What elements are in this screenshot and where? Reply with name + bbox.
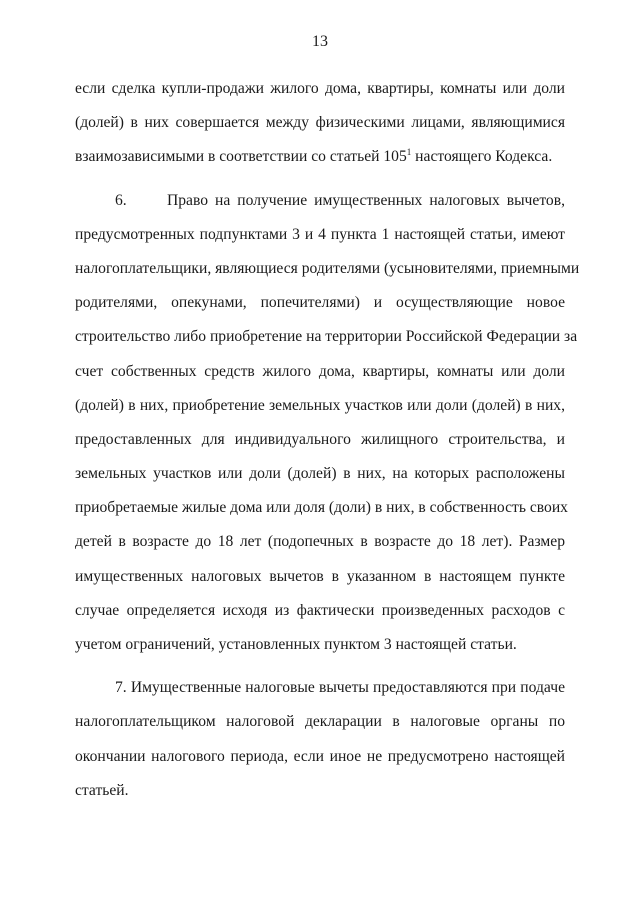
paragraph-continuation <box>75 72 565 175</box>
page-number: 13 <box>312 33 328 50</box>
document-body <box>75 72 580 808</box>
text-line: случае определяется исходя из фактически произведенных расходов с <box>75 601 565 619</box>
text-line: налогоплательщики, являющиеся родителями (усыновителями, приемными <box>75 259 580 277</box>
text-line: предоставленных для индивидуального жилищного строительства, и <box>75 430 565 448</box>
text-line: детей в возрасте до 18 лет (подопечных в возрасте до 18 лет). Размер <box>75 533 565 551</box>
text-line: родителями, опекунами, попечителями) и осуществляющие новое <box>75 294 565 312</box>
text-fragment: взаимозависимыми в соответствии со статьей 105 <box>75 148 407 166</box>
text-line: если сделка купли-продажи жилого дома, квартиры, комнаты или доли <box>75 80 565 97</box>
paragraph-7 <box>75 671 565 808</box>
text-line: имущественных налоговых вычетов в указанном в настоящем пункте <box>75 567 565 585</box>
paragraph-6 <box>75 184 580 663</box>
text-line: (долей) в них совершается между физическими лицами, являющимися <box>75 114 565 132</box>
text-line: счет собственных средств жилого дома, квартиры, комнаты или доли <box>75 362 565 380</box>
text-line: учетом ограничений, установленных пунктом 3 настоящей статьи. <box>75 636 517 653</box>
text-line: строительство либо приобретение на территории Российской Федерации за <box>75 328 578 346</box>
text-fragment: Право на получение имущественных налоговых вычетов, <box>167 191 565 209</box>
text-line: 7. Имущественные налоговые вычеты предоставляются при подаче <box>115 679 565 697</box>
text-line: окончании налогового периода, если иное не предусмотрено настоящей <box>75 747 565 765</box>
article-superscript: 1 <box>406 147 412 158</box>
text-line <box>75 184 565 218</box>
text-line: налогоплательщиком налоговой декларации в налоговые органы по <box>75 713 565 731</box>
text-line: статьей. <box>75 781 129 799</box>
text-line: (долей) в них, приобретение земельных участков или доли (долей) в них, <box>75 396 565 414</box>
text-line: земельных участков или доли (долей) в них, на которых расположены <box>75 465 565 483</box>
text-line <box>75 140 565 174</box>
text-fragment: настоящего Кодекса. <box>411 148 553 166</box>
paragraph-number: 6. <box>115 191 127 209</box>
text-line: приобретаемые жилые дома или доля (доли) в них, в собственность своих <box>75 499 568 517</box>
text-line: предусмотренных подпунктами 3 и 4 пункта 1 настоящей статьи, имеют <box>75 225 565 243</box>
